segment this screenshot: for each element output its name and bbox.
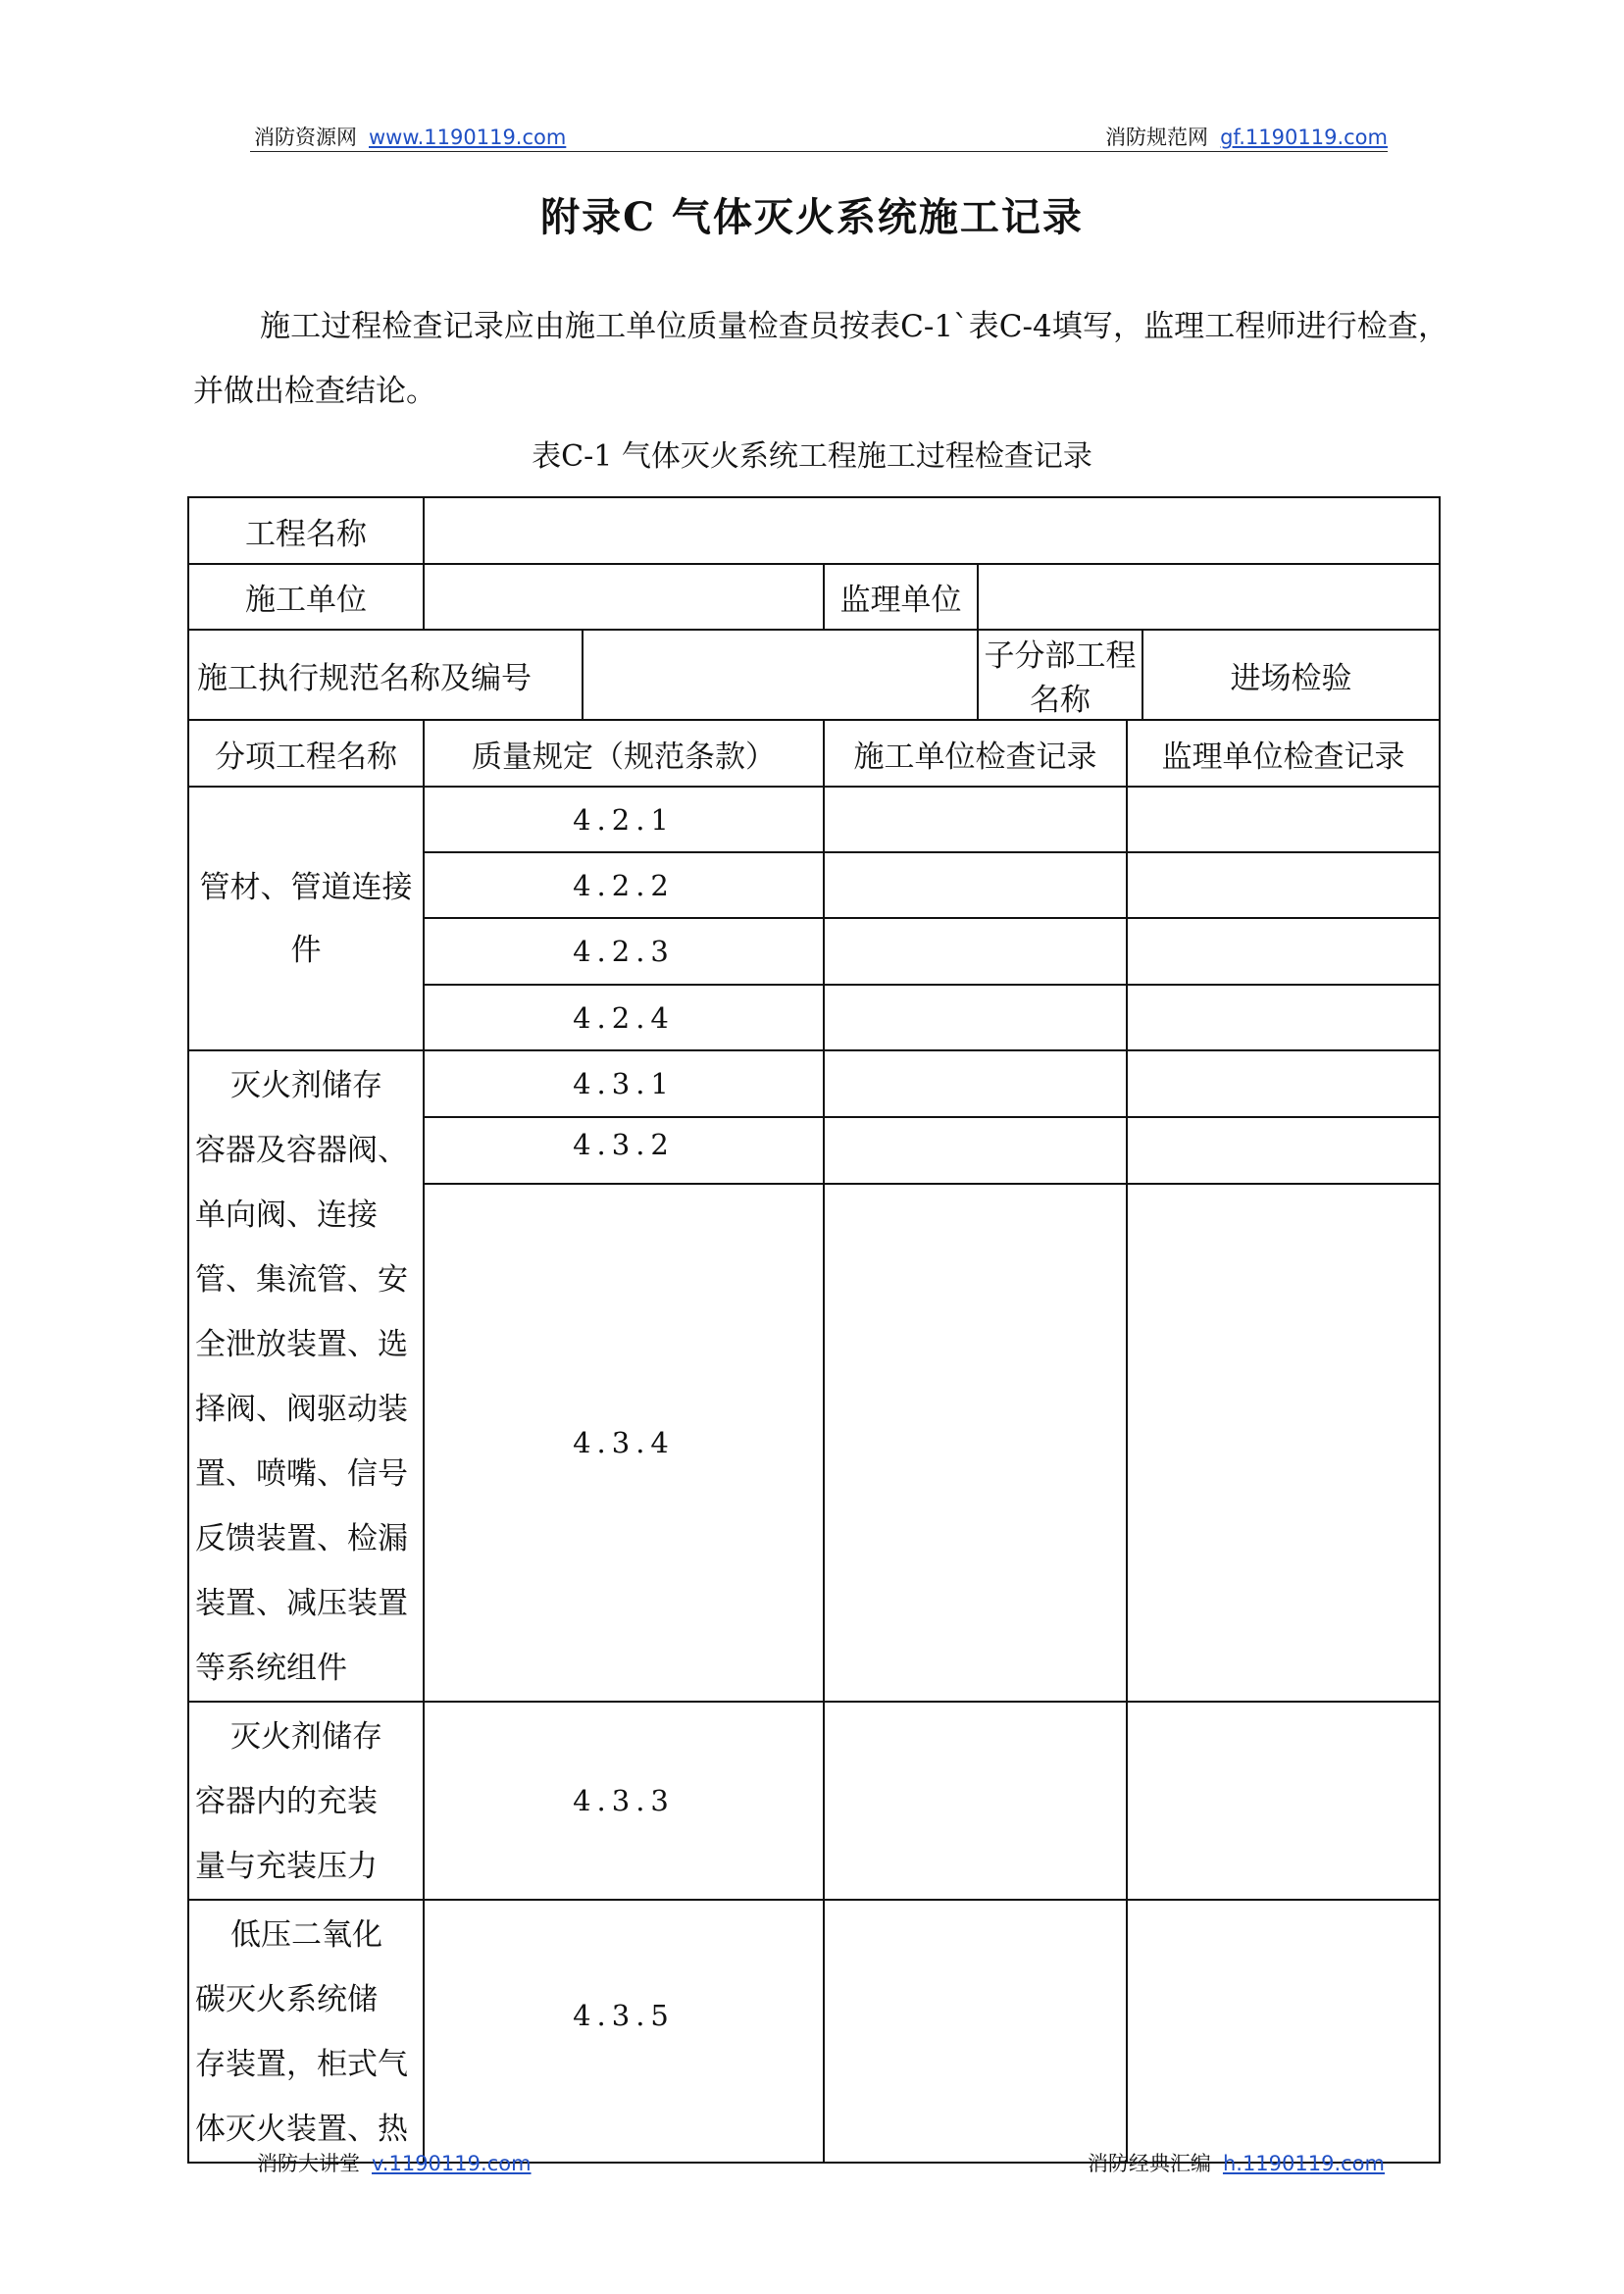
footer-right: [1088, 2148, 1385, 2177]
item-name-line: 容器内的充装: [195, 1784, 378, 1819]
item-name-line: 碳灭火系统储: [195, 1982, 378, 2017]
item-name-line: 装置、减压装置: [195, 1586, 408, 1621]
construction-unit-field[interactable]: [424, 564, 824, 630]
footer-left-link[interactable]: v.1190119.com: [372, 2152, 532, 2175]
table-row: [188, 1702, 1440, 1900]
table-caption: 表C-1 气体灭火系统工程施工过程检查记录: [532, 439, 1092, 474]
item-name-line: 等系统组件: [195, 1651, 347, 1686]
table-row: [188, 1050, 1440, 1117]
item-name-cell: [188, 1900, 424, 2163]
sub-project-label: 子分部工程名称: [978, 630, 1142, 720]
table-row: [188, 497, 1440, 564]
item-name-line: 单向阀、连接: [195, 1198, 378, 1233]
supervisor-record-field[interactable]: [1127, 1050, 1440, 1117]
intro-paragraph: 施工过程检查记录应由施工单位质量检查员按表C-1`表C-4填写，监理工程师进行检查，并做出检查结论。: [193, 309, 1448, 409]
header-right-label: 消防规范网: [1105, 126, 1209, 149]
footer-left: [257, 2148, 532, 2177]
supervisor-record-field[interactable]: [1127, 985, 1440, 1050]
col-supervisor-header: 监理单位检查记录: [1127, 720, 1440, 787]
supervision-unit-label: 监理单位: [824, 564, 978, 630]
clause-cell: 4.3.3: [424, 1702, 824, 1900]
item-name-cell: [188, 787, 424, 1050]
item-name-line: 灭火剂储存: [230, 1068, 382, 1103]
item-name-line: 全泄放装置、选: [195, 1327, 408, 1362]
item-name-line: 存装置，柜式气: [195, 2047, 408, 2082]
page-header: [250, 120, 1388, 152]
item-name-cell: [188, 1702, 424, 1900]
inspection-record-table: [187, 496, 1441, 2164]
constructor-record-field[interactable]: [824, 1184, 1127, 1702]
constructor-record-field[interactable]: [824, 1900, 1127, 2163]
clause-cell: 4.3.1: [424, 1050, 824, 1117]
item-name-line: 反馈装置、检漏: [195, 1521, 408, 1556]
supervision-unit-field[interactable]: [978, 564, 1440, 630]
supervisor-record-field[interactable]: [1127, 852, 1440, 918]
clause-cell: 4.2.4: [424, 985, 824, 1050]
footer-right-label: 消防经典汇编: [1087, 2152, 1211, 2175]
supervisor-record-field[interactable]: [1127, 1184, 1440, 1702]
constructor-record-field[interactable]: [824, 985, 1127, 1050]
supervisor-record-field[interactable]: [1127, 1117, 1440, 1184]
item-name-line: 低压二氧化: [230, 1917, 382, 1953]
clause-cell: 4.2.2: [424, 852, 824, 918]
clause-cell: 4.2.3: [424, 918, 824, 985]
footer-left-label: 消防大讲堂: [257, 2152, 360, 2175]
item-name-line: 管、集流管、安: [195, 1262, 408, 1298]
table-row: [188, 564, 1440, 630]
constructor-record-field[interactable]: [824, 787, 1127, 852]
constructor-record-field[interactable]: [824, 1117, 1127, 1184]
item-name-cell: [188, 1050, 424, 1702]
header-right: [1105, 122, 1388, 151]
supervisor-record-field[interactable]: [1127, 1702, 1440, 1900]
table-row: [188, 630, 1440, 720]
spec-label: 施工执行规范名称及编号: [188, 630, 583, 720]
clause-cell: 4.3.2: [424, 1117, 824, 1184]
constructor-record-field[interactable]: [824, 1702, 1127, 1900]
constructor-record-field[interactable]: [824, 852, 1127, 918]
supervisor-record-field[interactable]: [1127, 918, 1440, 985]
supervisor-record-field[interactable]: [1127, 1900, 1440, 2163]
item-name-line: 体灭火装置、热: [195, 2112, 408, 2147]
clause-cell: 4.2.1: [424, 787, 824, 852]
construction-unit-label: 施工单位: [188, 564, 424, 630]
footer-right-link[interactable]: h.1190119.com: [1222, 2152, 1385, 2175]
header-left-link[interactable]: www.1190119.com: [369, 126, 567, 149]
page-footer: [257, 2148, 1385, 2179]
item-name-line: 容器及容器阀、: [195, 1133, 408, 1168]
page-title: 附录C 气体灭火系统施工记录: [540, 194, 1084, 240]
table-row: [188, 720, 1440, 787]
supervisor-record-field[interactable]: [1127, 787, 1440, 852]
item-name-line: 灭火剂储存: [230, 1719, 382, 1755]
project-name-label: 工程名称: [188, 497, 424, 564]
col-quality-header: 质量规定（规范条款）: [424, 720, 824, 787]
item-name-line: 量与充装压力: [195, 1849, 378, 1884]
site-inspection-label: 进场检验: [1142, 630, 1440, 720]
spec-field[interactable]: [583, 630, 978, 720]
item-name-line: 管材、管道连接: [199, 869, 413, 905]
constructor-record-field[interactable]: [824, 918, 1127, 985]
col-item-header: 分项工程名称: [188, 720, 424, 787]
header-right-link[interactable]: gf.1190119.com: [1220, 126, 1388, 149]
header-left: [254, 122, 566, 151]
clause-cell: 4.3.5: [424, 1900, 824, 2163]
project-name-field[interactable]: [424, 497, 1440, 564]
clause-cell: 4.3.4: [424, 1184, 824, 1702]
table-row: [188, 787, 1440, 852]
table-row: [188, 1900, 1440, 2163]
header-left-label: 消防资源网: [254, 126, 357, 149]
col-constructor-header: 施工单位检查记录: [824, 720, 1127, 787]
item-name-line: 择阀、阀驱动装: [195, 1392, 408, 1427]
item-name-line: 置、喷嘴、信号: [195, 1456, 408, 1492]
constructor-record-field[interactable]: [824, 1050, 1127, 1117]
item-name-line: 件: [290, 932, 322, 968]
